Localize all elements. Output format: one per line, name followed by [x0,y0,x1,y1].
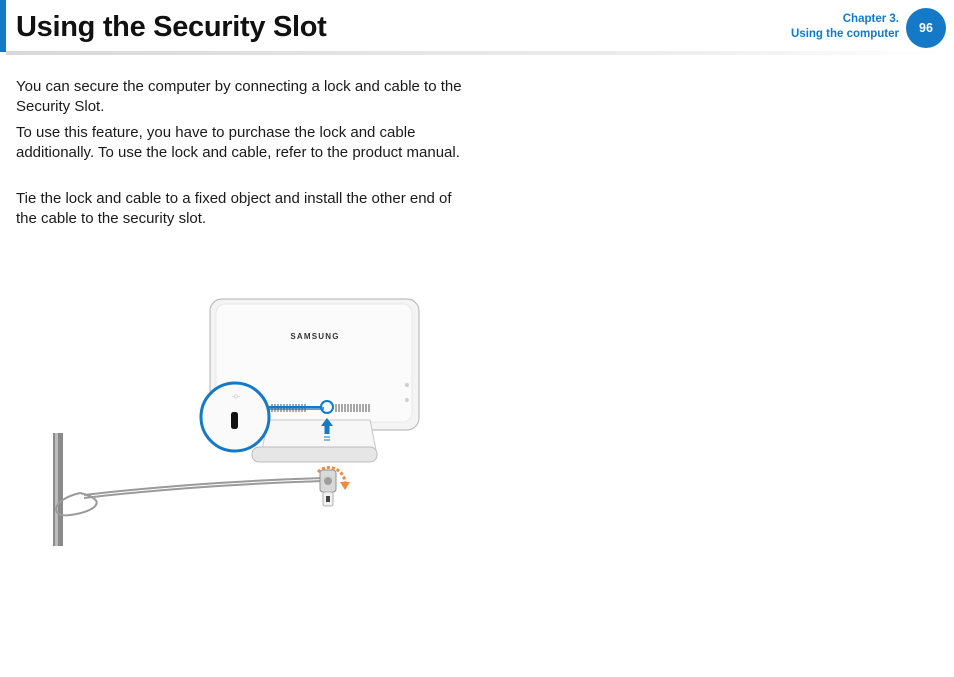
chapter-name: Using the computer [791,28,899,40]
chapter-indicator [791,12,899,42]
body-content [16,77,471,235]
instruction-paragraph: Tie the lock and cable to a fixed object and install the other end of the cable to the security slot. [16,190,452,227]
chapter-number: Chapter 3. [842,13,899,25]
lock-cable [56,478,323,515]
intro-paragraph: You can secure the computer by connecting a lock and cable to the Security Slot. [16,78,462,115]
samsung-logo: SAMSUNG [290,332,340,341]
svg-text:-◇-: -◇- [231,394,241,400]
title-divider [6,51,946,55]
security-slot-illustration [40,290,440,550]
page-number-badge: 96 [906,8,946,48]
cable-lock-icon [320,470,336,506]
title-accent-bar [0,0,6,52]
computer-stand [252,420,377,462]
page-title: Using the Security Slot [16,11,327,43]
security-slot-closeup [231,412,238,429]
purchase-note-paragraph: To use this feature, you have to purchase the lock and cable additionally. To use the lock and cable, refer to the product manual. [16,124,460,161]
